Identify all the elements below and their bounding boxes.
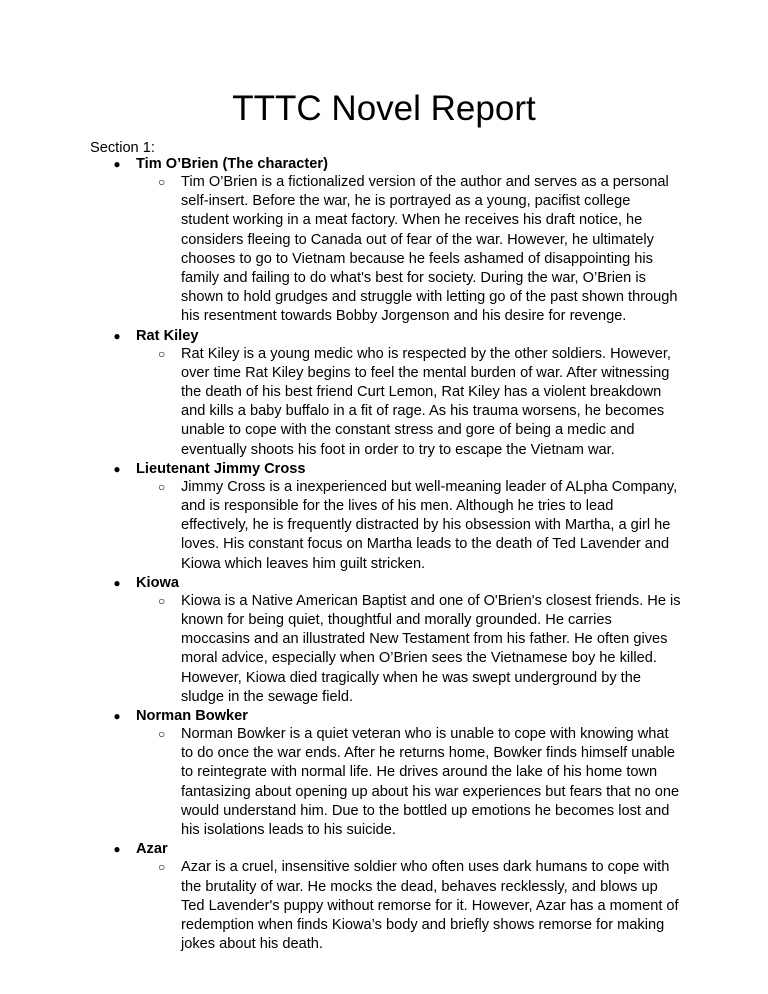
sub-bullet-icon: ○ <box>158 860 166 875</box>
description-text: Tim O’Brien is a fictionalized version of the author and serves as a personal self-insert. Before the war, he is portrayed as a young, pacifist college student working in a meat factory. When he receives his draft notice, he considers fleeing to Canada out of fear of the war. However, he ultimately chooses to go to Vietnam because he feels ashamed of disappointing his family and failing to do what's best for society. During the war, O’Brien is shown to hold grudges and struggle with letting go of the past shown through his resentment towards Bobby Jorgenson and his desire for revenge. <box>181 174 678 325</box>
description-text: Azar is a cruel, insensitive soldier who often uses dark humans to cope with the brutality of war. He mocks the dead, behaves recklessly, and blows up Ted Lavender's puppy without remorse for it. However, Azar has a moment of redemption when finds Kiowa’s body and briefly shows remorse for making jokes about his death. <box>181 859 679 953</box>
character-heading <box>0 574 768 592</box>
list-item <box>0 707 768 840</box>
character-heading <box>0 840 768 858</box>
description-text: Kiowa is a Native American Baptist and one of O'Brien's closest friends. He is known for being quiet, thoughtful and morally grounded. He carries moccasins and an illustrated New Testament from his father. He often gives moral advice, especially when O’Brien sees the Vietnamese boy he killed. However, Kiowa died tragically when he was swept underground by the sludge in the sewage field. <box>181 592 681 705</box>
sub-bullet-icon: ○ <box>158 175 166 189</box>
list-item <box>0 840 768 954</box>
description-text: Rat Kiley is a young medic who is respected by the other soldiers. However, over time Rat Kiley begins to feel the mental burden of war. After witnessing the death of his best friend Curt Lemon, Rat Kiley has a violent breakdown and kills a baby buffalo in a fit of rage. As his trauma worsens, he becomes unable to cope with the constant stress and gore of being a medic and eventually shoots his foot in order to try to escape the Vietnam war. <box>181 345 671 458</box>
list-item <box>0 574 768 707</box>
description-text: Norman Bowker is a quiet veteran who is unable to cope with knowing what to do once the war ends. After he returns home, Bowker finds himself unable to reintegrate with normal life. He drives around the lake of his home town fantasizing about opening up about his war experiences but fears that no one would understand him. Due to the bottled up emotions he becomes lost and his isolations leads to his suicide. <box>181 726 680 839</box>
sub-bullet-icon: ○ <box>158 346 166 361</box>
bullet-icon: ● <box>113 157 121 171</box>
character-description <box>0 478 768 574</box>
character-heading <box>0 707 768 725</box>
list-item <box>0 460 768 574</box>
character-name: Norman Bowker <box>136 708 248 725</box>
bullet-icon: ● <box>113 461 121 476</box>
sub-bullet-icon: ○ <box>158 479 166 494</box>
sub-bullet-icon: ○ <box>158 593 166 608</box>
character-list <box>0 155 768 954</box>
description-text: Jimmy Cross is a inexperienced but well-meaning leader of ALpha Company, and is responsible for the lives of his men. Although he tries to lead effectively, he is frequently distracted by his obsession with Martha, a girl he loves. His constant focus on Martha leads to the death of Ted Lavender and Kiowa which leaves him guilt stricken. <box>181 478 678 572</box>
character-name: Kiowa <box>136 574 179 591</box>
character-name: Lieutenant Jimmy Cross <box>136 460 306 477</box>
character-heading <box>0 155 768 173</box>
character-name: Rat Kiley <box>136 327 199 344</box>
character-description <box>0 858 768 954</box>
bullet-icon: ● <box>113 709 121 724</box>
character-heading <box>0 460 768 478</box>
list-item <box>0 327 768 460</box>
character-description <box>0 173 768 327</box>
character-description <box>0 592 768 707</box>
bullet-icon: ● <box>113 328 121 343</box>
section-label: Section 1: <box>90 140 155 156</box>
character-description <box>0 345 768 460</box>
character-name: Tim O’Brien (The character) <box>136 156 328 172</box>
list-item <box>0 155 768 327</box>
sub-bullet-icon: ○ <box>158 727 166 742</box>
bullet-icon: ● <box>113 575 121 590</box>
character-heading <box>0 327 768 345</box>
bullet-icon: ● <box>113 842 121 857</box>
document-title: TTTC Novel Report <box>232 89 536 128</box>
character-description <box>0 725 768 840</box>
character-name: Azar <box>136 841 168 858</box>
